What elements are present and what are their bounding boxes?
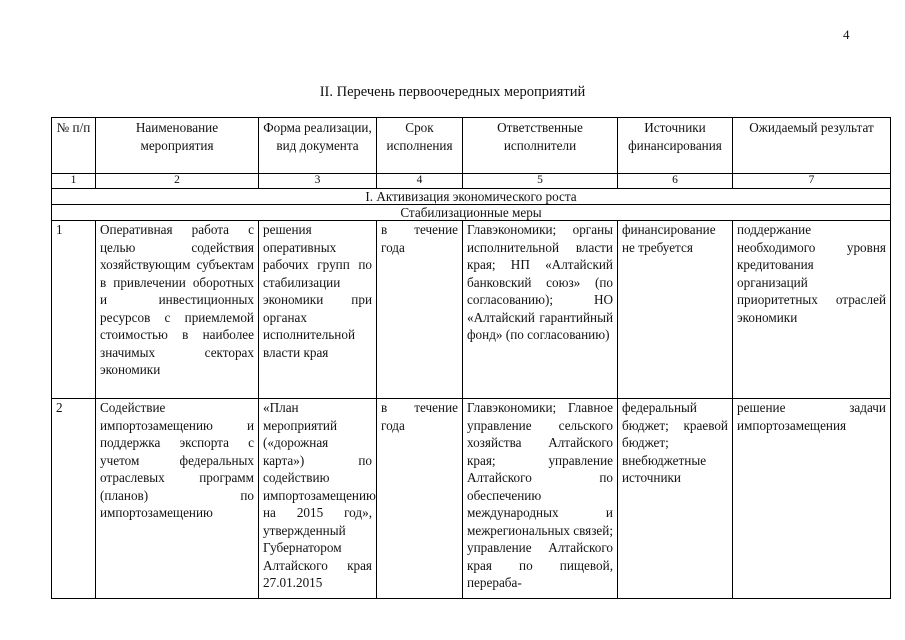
section-heading: I. Активизация экономического роста (52, 189, 891, 205)
column-number: 6 (618, 174, 733, 189)
column-number: 7 (733, 174, 891, 189)
table-row (52, 221, 891, 399)
column-number-row (52, 174, 891, 189)
header-name: Наименование мероприятия (96, 118, 259, 174)
row-financing: финансирование не требуется (618, 221, 733, 399)
table-row (52, 399, 891, 599)
header-financing: Источники финансирования (618, 118, 733, 174)
row-name: Содействие импортозамещению и поддержка экспорта с учетом федеральных отраслевых программ (планов) по импортозамещению (96, 399, 259, 599)
subsection-heading-row (52, 205, 891, 221)
header-form: Форма реализации, вид документа (259, 118, 377, 174)
row-form: решения оперативных рабочих групп по стабилизации экономики при органах исполнительной власти края (259, 221, 377, 399)
row-result: поддержание необходимого уровня кредитования организаций приоритетных отраслей экономики (733, 221, 891, 399)
page-number: 4 (843, 27, 850, 42)
header-row (52, 118, 891, 174)
row-result: решение задачи импортозамещения (733, 399, 891, 599)
header-num: № п/п (52, 118, 96, 174)
header-executors: Ответственные исполнители (463, 118, 618, 174)
section-title: II. Перечень первоочередных мероприятий (319, 84, 586, 100)
row-term: в течение года (377, 221, 463, 399)
column-number: 2 (96, 174, 259, 189)
column-number: 1 (52, 174, 96, 189)
row-financing: федеральный бюджет; краевой бюджет; внебюджетные источники (618, 399, 733, 599)
header-result: Ожидаемый результат (733, 118, 891, 174)
section-heading-row (52, 189, 891, 205)
header-term: Срок исполнения (377, 118, 463, 174)
measures-table (51, 117, 891, 599)
row-num: 2 (52, 399, 96, 599)
column-number: 3 (259, 174, 377, 189)
row-term: в течение года (377, 399, 463, 599)
row-form: «План мероприятий («дорожная карта») по содействию импортозамещению на 2015 год», утвержденный Губернатором Алтайского края 27.01.2015 (259, 399, 377, 599)
subsection-heading: Стабилизационные меры (52, 205, 891, 221)
row-name: Оперативная работа с целью содействия хозяйствующим субъектам в привлечении оборотных и инвестиционных ресурсов с приемлемой стоимостью в наиболее значимых секторах экономики (96, 221, 259, 399)
row-num: 1 (52, 221, 96, 399)
row-executors: Главэкономики; Главное управление сельского хозяйства Алтайского края; управление Алтайского по обеспечению международных и межрегиональных связей; управление Алтайского края по пищевой, перераба- (463, 399, 618, 599)
row-executors: Главэкономики; органы исполнительной власти края; НП «Алтайский банковский союз» (по согласованию); НО «Алтайский гарантийный фонд» (по согласованию) (463, 221, 618, 399)
column-number: 5 (463, 174, 618, 189)
column-number: 4 (377, 174, 463, 189)
